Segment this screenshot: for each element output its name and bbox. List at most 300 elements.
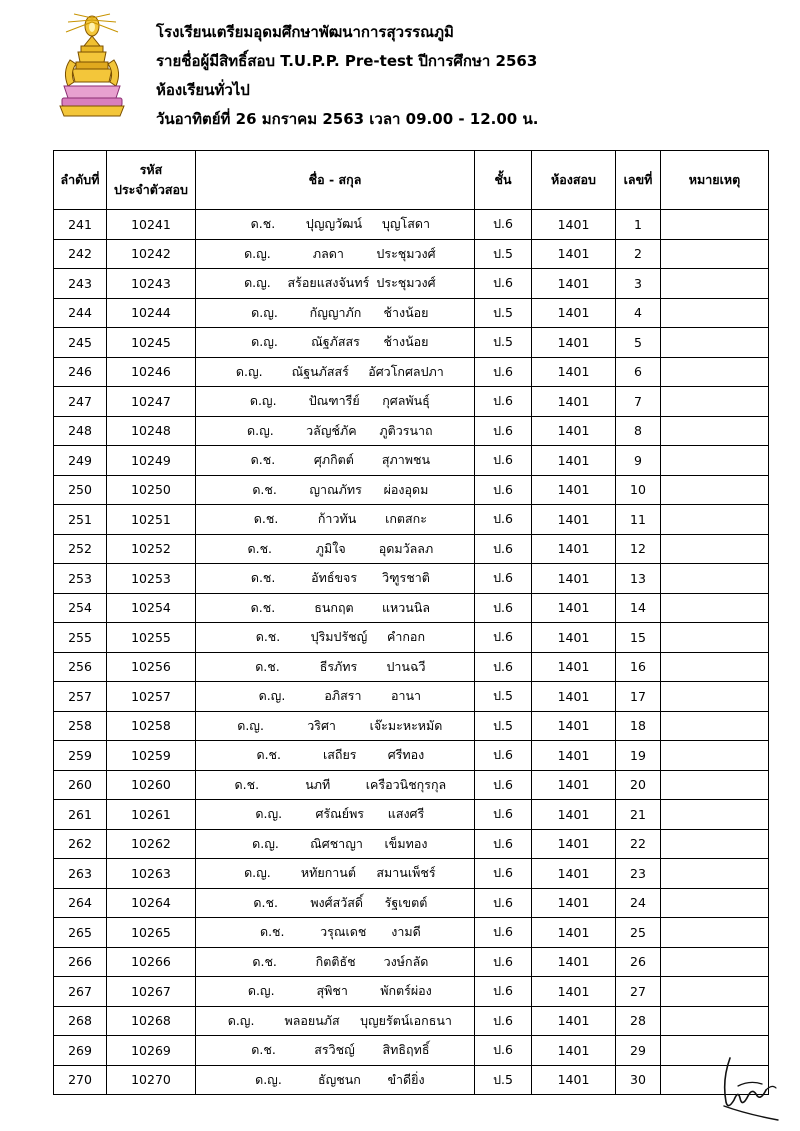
last-name: แหวนนิล — [381, 599, 431, 615]
col-header-exam-id-line1: รหัส — [139, 162, 163, 177]
first-name: ศรัณย์พร — [315, 806, 365, 822]
cell-exam-id: 10249 — [107, 446, 196, 476]
first-name: ธีรภัทร — [319, 658, 358, 674]
cell-grade: ป.6 — [475, 652, 532, 682]
cell-exam-id: 10259 — [107, 741, 196, 771]
table-row — [54, 564, 769, 594]
cell-order: 268 — [54, 1006, 107, 1036]
name-title: ด.ญ. — [252, 835, 279, 851]
last-name: ศรีทอง — [387, 747, 425, 763]
cell-remark — [661, 239, 769, 269]
cell-order: 245 — [54, 328, 107, 358]
cell-seat: 13 — [616, 564, 661, 594]
cell-seat: 5 — [616, 328, 661, 358]
last-name: เข็มทอง — [384, 835, 428, 851]
cell-grade: ป.6 — [475, 859, 532, 889]
table-row — [54, 505, 769, 535]
cell-room: 1401 — [532, 859, 616, 889]
signature-mark — [716, 1050, 784, 1124]
name-title: ด.ช. — [247, 540, 273, 556]
cell-order: 266 — [54, 947, 107, 977]
cell-name — [196, 829, 475, 859]
table-row — [54, 1065, 769, 1095]
name-title: ด.ญ. — [255, 806, 283, 822]
table-row — [54, 888, 769, 918]
cell-name — [196, 593, 475, 623]
cell-remark — [661, 446, 769, 476]
table-body — [54, 210, 769, 1095]
first-name: กัญญาภัก — [309, 304, 362, 320]
cell-seat: 26 — [616, 947, 661, 977]
table-row — [54, 859, 769, 889]
first-name: ธนกฤต — [314, 599, 354, 615]
examinee-table — [53, 150, 769, 1095]
first-name: หทัยกานต์ — [300, 865, 356, 881]
cell-seat: 11 — [616, 505, 661, 535]
last-name: สิทธิฤทธิ์ — [382, 1042, 430, 1058]
name-title: ด.ช. — [256, 747, 282, 763]
cell-name — [196, 1036, 475, 1066]
table-row — [54, 534, 769, 564]
cell-remark — [661, 505, 769, 535]
name-title: ด.ญ. — [249, 393, 277, 409]
table-row — [54, 475, 769, 505]
last-name: เจ๊ะมะหะหมัด — [369, 717, 443, 733]
table-row — [54, 593, 769, 623]
cell-room: 1401 — [532, 711, 616, 741]
cell-exam-id: 10268 — [107, 1006, 196, 1036]
first-name: ภลดา — [312, 245, 344, 261]
first-name: ญาณภัทร — [309, 481, 362, 497]
cell-name — [196, 682, 475, 712]
cell-room: 1401 — [532, 918, 616, 948]
cell-exam-id: 10256 — [107, 652, 196, 682]
last-name: พักตร์ผ่อง — [380, 983, 432, 999]
last-name: สุภาพชน — [381, 452, 431, 468]
cell-order: 253 — [54, 564, 107, 594]
cell-order: 265 — [54, 918, 107, 948]
cell-grade: ป.6 — [475, 623, 532, 653]
cell-seat: 19 — [616, 741, 661, 771]
cell-room: 1401 — [532, 623, 616, 653]
cell-room: 1401 — [532, 210, 616, 240]
last-name: ช้างน้อย — [383, 304, 429, 320]
cell-name — [196, 800, 475, 830]
cell-remark — [661, 741, 769, 771]
last-name: อานา — [390, 688, 422, 704]
cell-name — [196, 770, 475, 800]
cell-room: 1401 — [532, 1065, 616, 1095]
name-title: ด.ญ. — [244, 245, 271, 261]
cell-order: 250 — [54, 475, 107, 505]
first-name: เสถียร — [322, 747, 357, 763]
first-name: วริศา — [307, 717, 336, 733]
cell-order: 244 — [54, 298, 107, 328]
last-name: แสงศรี — [387, 806, 425, 822]
cell-grade: ป.6 — [475, 741, 532, 771]
cell-remark — [661, 1006, 769, 1036]
col-header-room: ห้องสอบ — [532, 151, 616, 210]
name-title: ด.ญ. — [227, 1012, 255, 1028]
cell-name — [196, 947, 475, 977]
cell-exam-id: 10269 — [107, 1036, 196, 1066]
cell-order: 247 — [54, 387, 107, 417]
cell-room: 1401 — [532, 446, 616, 476]
col-header-name: ชื่อ - สกุล — [196, 151, 475, 210]
first-name: สรวิชญ์ — [314, 1042, 355, 1058]
first-name: สุพิชา — [316, 983, 348, 999]
cell-grade: ป.6 — [475, 505, 532, 535]
col-header-remark: หมายเหตุ — [661, 151, 769, 210]
name-title: ด.ญ. — [244, 865, 271, 881]
cell-grade: ป.6 — [475, 888, 532, 918]
cell-name — [196, 298, 475, 328]
cell-order: 267 — [54, 977, 107, 1007]
name-title: ด.ญ. — [251, 304, 278, 320]
cell-room: 1401 — [532, 269, 616, 299]
table-row — [54, 652, 769, 682]
cell-name — [196, 918, 475, 948]
last-name: สมานเพ็ชร์ — [376, 865, 436, 881]
cell-name — [196, 239, 475, 269]
name-title: ด.ช. — [250, 216, 276, 232]
cell-remark — [661, 623, 769, 653]
cell-order: 251 — [54, 505, 107, 535]
first-name: ณัฐนภัสสร์ — [291, 363, 349, 379]
cell-order: 261 — [54, 800, 107, 830]
cell-seat: 21 — [616, 800, 661, 830]
cell-remark — [661, 859, 769, 889]
cell-grade: ป.5 — [475, 711, 532, 741]
first-name: ปัณฑารีย์ — [308, 393, 360, 409]
cell-room: 1401 — [532, 534, 616, 564]
name-title: ด.ญ. — [255, 1071, 282, 1087]
first-name: ศุภกิตต์ — [313, 452, 354, 468]
name-title: ด.ช. — [259, 924, 285, 940]
cell-room: 1401 — [532, 829, 616, 859]
name-title: ด.ช. — [252, 953, 277, 969]
cell-seat: 24 — [616, 888, 661, 918]
table-row — [54, 918, 769, 948]
name-title: ด.ช. — [234, 776, 260, 792]
school-name: โรงเรียนเตรียมอุดมศึกษาพัฒนาการสุวรรณภูมิ — [156, 23, 454, 41]
cell-order: 256 — [54, 652, 107, 682]
cell-grade: ป.6 — [475, 770, 532, 800]
cell-exam-id: 10263 — [107, 859, 196, 889]
cell-grade: ป.6 — [475, 918, 532, 948]
first-name: สร้อยแสงจันทร์ — [287, 275, 370, 291]
cell-exam-id: 10243 — [107, 269, 196, 299]
col-header-order: ลำดับที่ — [54, 151, 107, 210]
cell-seat: 16 — [616, 652, 661, 682]
first-name: ณิศชาญา — [310, 835, 363, 851]
cell-order: 248 — [54, 416, 107, 446]
name-title: ด.ญ. — [247, 422, 274, 438]
last-name: ผ่องอุดม — [383, 481, 429, 497]
last-name: รัฐเขตต์ — [384, 894, 428, 910]
cell-exam-id: 10261 — [107, 800, 196, 830]
cell-name — [196, 623, 475, 653]
cell-seat: 25 — [616, 918, 661, 948]
document-header — [156, 18, 538, 134]
cell-exam-id: 10244 — [107, 298, 196, 328]
cell-name — [196, 505, 475, 535]
cell-room: 1401 — [532, 564, 616, 594]
name-title: ด.ญ. — [251, 334, 278, 350]
cell-order: 263 — [54, 859, 107, 889]
cell-grade: ป.6 — [475, 357, 532, 387]
last-name: ประชุมวงศ์ — [376, 275, 436, 291]
name-title: ด.ญ. — [244, 275, 271, 291]
table-row — [54, 328, 769, 358]
cell-name — [196, 564, 475, 594]
cell-exam-id: 10264 — [107, 888, 196, 918]
table-row — [54, 357, 769, 387]
table-row — [54, 210, 769, 240]
first-name: อภิสรา — [324, 688, 362, 704]
last-name: ภูติวรนาถ — [379, 422, 433, 438]
cell-remark — [661, 682, 769, 712]
first-name: ณัฐภัสสร — [311, 334, 360, 350]
col-header-seat: เลขที่ — [616, 151, 661, 210]
last-name: ปานฉวี — [386, 658, 426, 674]
cell-room: 1401 — [532, 475, 616, 505]
cell-remark — [661, 416, 769, 446]
exam-datetime: วันอาทิตย์ที่ 26 มกราคม 2563 เวลา 09.00 - 12.00 น. — [156, 110, 539, 128]
cell-order: 270 — [54, 1065, 107, 1095]
cell-grade: ป.5 — [475, 328, 532, 358]
cell-seat: 20 — [616, 770, 661, 800]
cell-exam-id: 10254 — [107, 593, 196, 623]
cell-order: 269 — [54, 1036, 107, 1066]
cell-seat: 15 — [616, 623, 661, 653]
cell-seat: 8 — [616, 416, 661, 446]
cell-seat: 29 — [616, 1036, 661, 1066]
cell-remark — [661, 711, 769, 741]
cell-order: 241 — [54, 210, 107, 240]
school-emblem-icon — [54, 12, 130, 120]
cell-remark — [661, 357, 769, 387]
cell-grade: ป.6 — [475, 947, 532, 977]
last-name: วิฑูรชาติ — [382, 570, 430, 586]
table-row — [54, 711, 769, 741]
name-title: ด.ช. — [250, 570, 276, 586]
cell-grade: ป.5 — [475, 1065, 532, 1095]
cell-name — [196, 977, 475, 1007]
cell-room: 1401 — [532, 298, 616, 328]
cell-room: 1401 — [532, 416, 616, 446]
cell-order: 249 — [54, 446, 107, 476]
cell-order: 257 — [54, 682, 107, 712]
cell-room: 1401 — [532, 387, 616, 417]
cell-grade: ป.5 — [475, 298, 532, 328]
room-type: ห้องเรียนทั่วไป — [156, 81, 250, 99]
cell-room: 1401 — [532, 1036, 616, 1066]
cell-grade: ป.6 — [475, 800, 532, 830]
cell-exam-id: 10251 — [107, 505, 196, 535]
cell-exam-id: 10265 — [107, 918, 196, 948]
table-row — [54, 770, 769, 800]
col-header-exam-id — [107, 151, 196, 210]
cell-order: 243 — [54, 269, 107, 299]
cell-grade: ป.6 — [475, 1006, 532, 1036]
cell-order: 258 — [54, 711, 107, 741]
table-header-row — [54, 151, 769, 210]
cell-remark — [661, 770, 769, 800]
cell-exam-id: 10266 — [107, 947, 196, 977]
cell-seat: 4 — [616, 298, 661, 328]
table-row — [54, 977, 769, 1007]
cell-name — [196, 269, 475, 299]
table-row — [54, 298, 769, 328]
cell-room: 1401 — [532, 977, 616, 1007]
last-name: บุญยรัตน์เอกธนา — [360, 1012, 452, 1028]
name-title: ด.ช. — [253, 511, 279, 527]
last-name: ขำดียิ่ง — [387, 1071, 425, 1087]
cell-grade: ป.6 — [475, 1036, 532, 1066]
cell-order: 264 — [54, 888, 107, 918]
table-row — [54, 741, 769, 771]
cell-seat: 30 — [616, 1065, 661, 1095]
cell-exam-id: 10241 — [107, 210, 196, 240]
cell-exam-id: 10253 — [107, 564, 196, 594]
cell-grade: ป.6 — [475, 534, 532, 564]
cell-remark — [661, 652, 769, 682]
cell-remark — [661, 800, 769, 830]
last-name: ประชุมวงศ์ — [376, 245, 436, 261]
cell-exam-id: 10246 — [107, 357, 196, 387]
table-row — [54, 239, 769, 269]
cell-seat: 3 — [616, 269, 661, 299]
table-row — [54, 800, 769, 830]
cell-seat: 9 — [616, 446, 661, 476]
cell-grade: ป.6 — [475, 269, 532, 299]
col-header-grade: ชั้น — [475, 151, 532, 210]
cell-name — [196, 711, 475, 741]
first-name: ธัญชนก — [317, 1071, 361, 1087]
cell-name — [196, 446, 475, 476]
cell-room: 1401 — [532, 800, 616, 830]
first-name: วลัญช์ภัค — [306, 422, 357, 438]
name-title: ด.ช. — [250, 452, 276, 468]
cell-room: 1401 — [532, 239, 616, 269]
cell-name — [196, 416, 475, 446]
cell-name — [196, 328, 475, 358]
cell-order: 259 — [54, 741, 107, 771]
cell-remark — [661, 475, 769, 505]
cell-room: 1401 — [532, 888, 616, 918]
name-title: ด.ญ. — [258, 688, 286, 704]
cell-remark — [661, 829, 769, 859]
first-name: ก้าวทัน — [317, 511, 357, 527]
list-title: รายชื่อผู้มีสิทธิ์สอบ T.U.P.P. Pre-test ปีการศึกษา 2563 — [156, 52, 538, 70]
cell-room: 1401 — [532, 1006, 616, 1036]
cell-order: 260 — [54, 770, 107, 800]
last-name: อุดมวัลลภ — [378, 540, 434, 556]
last-name: อัศวโกศลปภา — [368, 363, 444, 379]
cell-exam-id: 10252 — [107, 534, 196, 564]
cell-remark — [661, 534, 769, 564]
table-row — [54, 446, 769, 476]
cell-remark — [661, 977, 769, 1007]
first-name: นภที — [305, 776, 331, 792]
cell-remark — [661, 564, 769, 594]
cell-seat: 18 — [616, 711, 661, 741]
cell-order: 254 — [54, 593, 107, 623]
name-title: ด.ช. — [250, 599, 276, 615]
cell-seat: 14 — [616, 593, 661, 623]
cell-room: 1401 — [532, 652, 616, 682]
cell-exam-id: 10270 — [107, 1065, 196, 1095]
cell-grade: ป.6 — [475, 446, 532, 476]
cell-exam-id: 10257 — [107, 682, 196, 712]
cell-seat: 7 — [616, 387, 661, 417]
table-row — [54, 947, 769, 977]
table-row — [54, 623, 769, 653]
first-name: ปุญญวัฒน์ — [305, 216, 362, 232]
cell-room: 1401 — [532, 770, 616, 800]
cell-room: 1401 — [532, 947, 616, 977]
cell-seat: 28 — [616, 1006, 661, 1036]
cell-room: 1401 — [532, 505, 616, 535]
cell-remark — [661, 387, 769, 417]
last-name: งามดี — [391, 924, 421, 940]
table-row — [54, 416, 769, 446]
cell-room: 1401 — [532, 682, 616, 712]
cell-order: 246 — [54, 357, 107, 387]
cell-grade: ป.6 — [475, 416, 532, 446]
table-row — [54, 682, 769, 712]
table-row — [54, 269, 769, 299]
cell-name — [196, 534, 475, 564]
cell-exam-id: 10260 — [107, 770, 196, 800]
last-name: เครือวนิชกุรกุล — [365, 776, 447, 792]
cell-order: 262 — [54, 829, 107, 859]
name-title: ด.ช. — [251, 1042, 276, 1058]
cell-seat: 23 — [616, 859, 661, 889]
table-row — [54, 1006, 769, 1036]
cell-name — [196, 210, 475, 240]
cell-order: 242 — [54, 239, 107, 269]
cell-exam-id: 10248 — [107, 416, 196, 446]
name-title: ด.ญ. — [247, 983, 275, 999]
cell-seat: 2 — [616, 239, 661, 269]
cell-name — [196, 652, 475, 682]
cell-grade: ป.6 — [475, 210, 532, 240]
last-name: บุญโสดา — [381, 216, 431, 232]
cell-name — [196, 1065, 475, 1095]
cell-exam-id: 10258 — [107, 711, 196, 741]
cell-order: 252 — [54, 534, 107, 564]
cell-room: 1401 — [532, 357, 616, 387]
cell-grade: ป.6 — [475, 387, 532, 417]
last-name: วงษ์กลัด — [383, 953, 429, 969]
cell-grade: ป.6 — [475, 475, 532, 505]
cell-remark — [661, 918, 769, 948]
cell-remark — [661, 947, 769, 977]
cell-name — [196, 888, 475, 918]
cell-room: 1401 — [532, 741, 616, 771]
cell-seat: 17 — [616, 682, 661, 712]
cell-exam-id: 10250 — [107, 475, 196, 505]
cell-exam-id: 10262 — [107, 829, 196, 859]
cell-exam-id: 10242 — [107, 239, 196, 269]
cell-grade: ป.6 — [475, 564, 532, 594]
last-name: กุศลพันธุ์ — [382, 393, 430, 409]
cell-grade: ป.5 — [475, 239, 532, 269]
cell-room: 1401 — [532, 328, 616, 358]
name-title: ด.ช. — [253, 894, 278, 910]
